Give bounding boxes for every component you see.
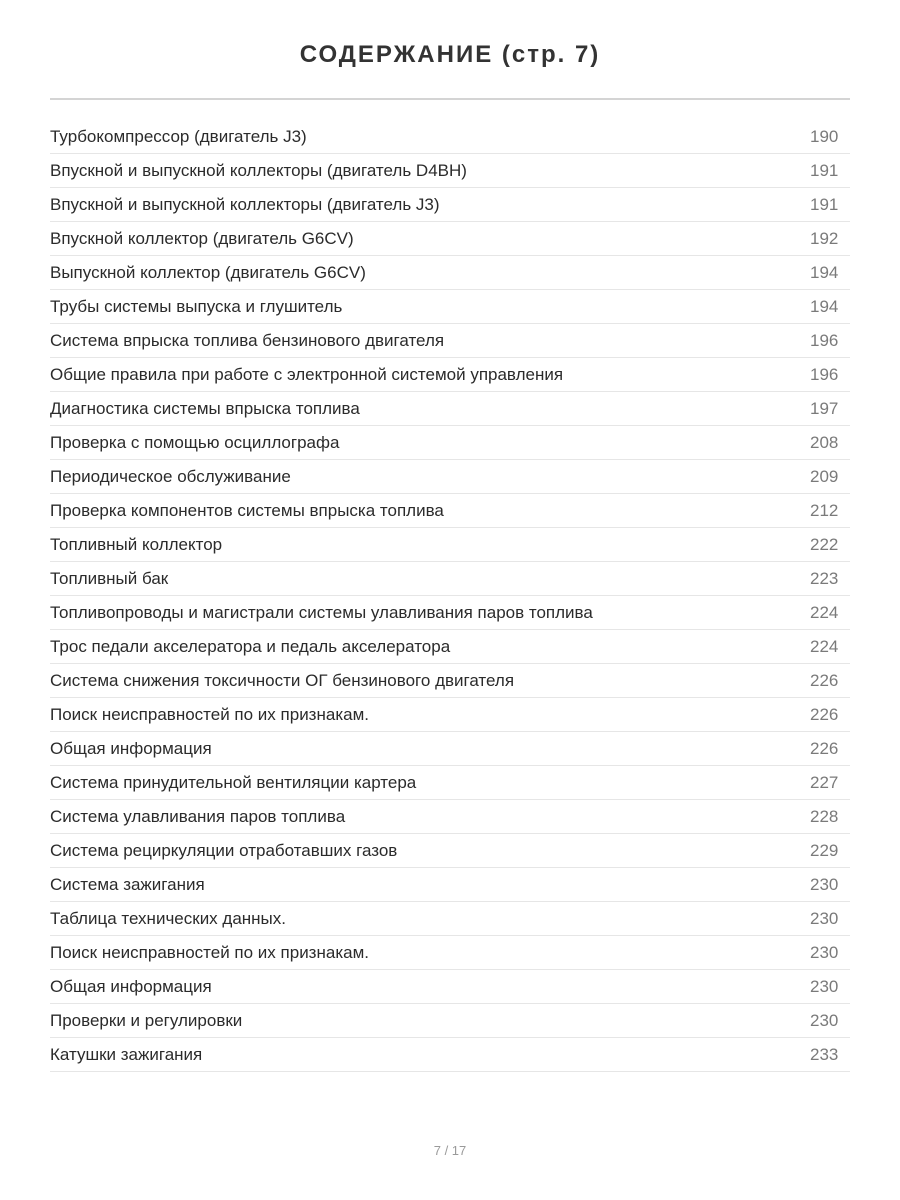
toc-entry-title[interactable]: Топливный бак — [50, 568, 169, 588]
toc-entry-title[interactable]: Общая информация — [50, 738, 212, 758]
document-page — [50, 0, 850, 1200]
toc-entry[interactable] — [50, 970, 850, 1004]
toc-entry-page-number: 190 — [810, 126, 839, 146]
toc-entry-page-number: 226 — [810, 670, 839, 690]
toc-entry[interactable] — [50, 834, 850, 868]
table-of-contents — [50, 120, 850, 1072]
toc-entry-page-number: 224 — [810, 636, 839, 656]
toc-entry-title[interactable]: Катушки зажигания — [50, 1044, 203, 1064]
toc-entry[interactable] — [50, 732, 850, 766]
toc-entry-page-number: 191 — [810, 194, 839, 214]
toc-entry-title[interactable]: Система снижения токсичности ОГ бензинового двигателя — [50, 670, 515, 690]
toc-entry[interactable] — [50, 664, 850, 698]
toc-entry-title[interactable]: Проверки и регулировки — [50, 1010, 243, 1030]
toc-entry-page-number: 230 — [810, 874, 839, 894]
toc-entry-title[interactable]: Проверка компонентов системы впрыска топлива — [50, 500, 444, 520]
toc-entry[interactable] — [50, 800, 850, 834]
toc-entry[interactable] — [50, 154, 850, 188]
toc-entry-page-number: 230 — [810, 942, 839, 962]
toc-entry-page-number: 233 — [810, 1044, 839, 1064]
toc-entry-page-number: 209 — [810, 466, 839, 486]
toc-entry-page-number: 192 — [810, 228, 839, 248]
page-indicator: 7 / 17 — [433, 1143, 467, 1158]
toc-entry[interactable] — [50, 698, 850, 732]
toc-entry-title[interactable]: Трос педали акселератора и педаль акселератора — [50, 636, 451, 656]
toc-entry-title[interactable]: Впускной и выпускной коллекторы (двигатель D4BH) — [50, 160, 467, 180]
toc-entry-page-number: 230 — [810, 908, 839, 928]
toc-entry[interactable] — [50, 426, 850, 460]
toc-entry-title[interactable]: Поиск неисправностей по их признакам. — [50, 942, 369, 962]
toc-entry-page-number: 197 — [810, 398, 839, 418]
toc-entry[interactable] — [50, 1038, 850, 1072]
title-divider — [50, 98, 850, 100]
toc-entry-page-number: 194 — [810, 262, 839, 282]
toc-entry-title[interactable]: Впускной коллектор (двигатель G6CV) — [50, 228, 354, 248]
toc-entry-page-number: 226 — [810, 738, 839, 758]
toc-entry-page-number: 196 — [810, 364, 839, 384]
toc-entry[interactable] — [50, 766, 850, 800]
page-title: СОДЕРЖАНИЕ (стр. 7) — [299, 41, 601, 68]
toc-entry-page-number: 228 — [810, 806, 839, 826]
toc-entry-page-number: 196 — [810, 330, 839, 350]
toc-entry-page-number: 222 — [810, 534, 839, 554]
toc-entry-page-number: 227 — [810, 772, 839, 792]
toc-entry[interactable] — [50, 188, 850, 222]
toc-entry-title[interactable]: Таблица технических данных. — [50, 908, 286, 928]
toc-entry-title[interactable]: Топливный коллектор — [50, 534, 223, 554]
toc-entry[interactable] — [50, 596, 850, 630]
toc-entry-page-number: 226 — [810, 704, 839, 724]
toc-entry[interactable] — [50, 1004, 850, 1038]
toc-entry-page-number: 229 — [810, 840, 839, 860]
toc-entry[interactable] — [50, 902, 850, 936]
toc-entry-page-number: 223 — [810, 568, 839, 588]
toc-entry-title[interactable]: Система улавливания паров топлива — [50, 806, 346, 826]
toc-entry-title[interactable]: Периодическое обслуживание — [50, 466, 291, 486]
toc-entry[interactable] — [50, 392, 850, 426]
toc-entry-title[interactable]: Система зажигания — [50, 874, 205, 894]
toc-entry-title[interactable]: Диагностика системы впрыска топлива — [50, 398, 360, 418]
toc-entry-title[interactable]: Турбокомпрессор (двигатель J3) — [50, 126, 307, 146]
toc-entry-title[interactable]: Трубы системы выпуска и глушитель — [50, 296, 343, 316]
toc-entry[interactable] — [50, 222, 850, 256]
toc-entry-page-number: 230 — [810, 1010, 839, 1030]
toc-entry-title[interactable]: Общие правила при работе с электронной системой управления — [50, 364, 564, 384]
toc-entry-page-number: 208 — [810, 432, 839, 452]
toc-entry[interactable] — [50, 528, 850, 562]
toc-entry[interactable] — [50, 630, 850, 664]
toc-entry[interactable] — [50, 358, 850, 392]
toc-entry-page-number: 230 — [810, 976, 839, 996]
toc-entry-title[interactable]: Система принудительной вентиляции картера — [50, 772, 417, 792]
toc-entry-page-number: 191 — [810, 160, 839, 180]
toc-entry-page-number: 212 — [810, 500, 839, 520]
toc-entry-title[interactable]: Топливопроводы и магистрали системы улавливания паров топлива — [50, 602, 593, 622]
toc-entry-title[interactable]: Выпускной коллектор (двигатель G6CV) — [50, 262, 366, 282]
toc-entry-title[interactable]: Общая информация — [50, 976, 212, 996]
toc-entry-page-number: 224 — [810, 602, 839, 622]
toc-entry-title[interactable]: Проверка с помощью осциллографа — [50, 432, 340, 452]
toc-entry[interactable] — [50, 290, 850, 324]
toc-entry-title[interactable]: Впускной и выпускной коллекторы (двигатель J3) — [50, 194, 440, 214]
toc-entry[interactable] — [50, 256, 850, 290]
toc-entry[interactable] — [50, 936, 850, 970]
toc-entry[interactable] — [50, 460, 850, 494]
toc-entry[interactable] — [50, 562, 850, 596]
toc-entry-title[interactable]: Поиск неисправностей по их признакам. — [50, 704, 369, 724]
toc-entry[interactable] — [50, 120, 850, 154]
toc-entry[interactable] — [50, 324, 850, 358]
toc-entry-title[interactable]: Система рециркуляции отработавших газов — [50, 840, 398, 860]
toc-entry[interactable] — [50, 868, 850, 902]
toc-entry-page-number: 194 — [810, 296, 839, 316]
toc-entry-title[interactable]: Система впрыска топлива бензинового двигателя — [50, 330, 445, 350]
toc-entry[interactable] — [50, 494, 850, 528]
